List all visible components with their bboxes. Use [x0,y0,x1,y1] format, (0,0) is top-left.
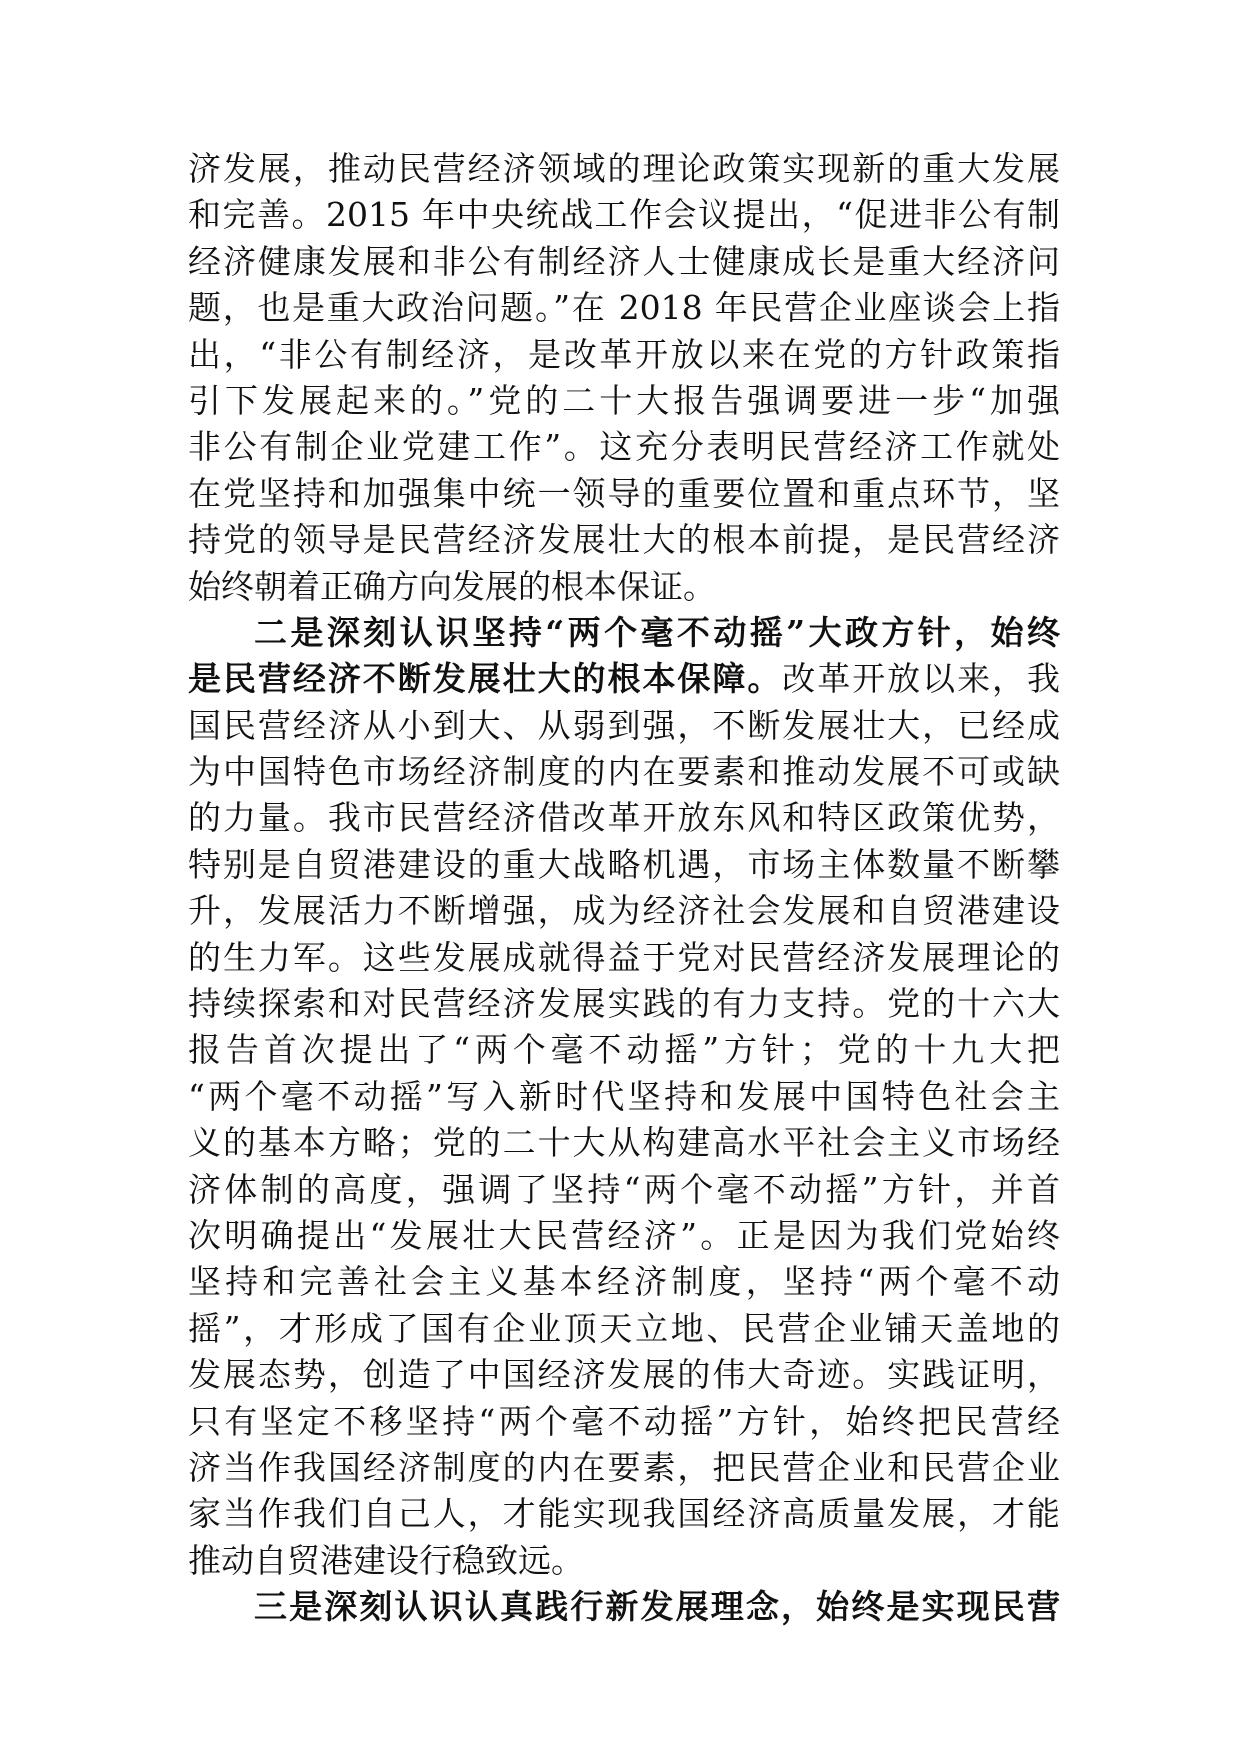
text-line-7: 非公有制企业党建工作”。这充分表明民营经济工作就处 [188,427,1060,467]
text-line-16: 特别是自贸港建设的重大战略机遇，市场主体数量不断攀 [188,844,1060,884]
text-line-26: 摇”，才形成了国有企业顶天立地、民营企业铺天盖地的 [188,1308,1060,1348]
text-line-22: 义的基本方略；党的二十大从构建高水平社会主义市场经 [188,1123,1060,1163]
text-line-24: 次明确提出“发展壮大民营经济”。正是因为我们党始终 [188,1215,1060,1255]
text-line-25: 坚持和完善社会主义基本经济制度，坚持“两个毫不动 [188,1262,1060,1302]
text-line-29: 济当作我国经济制度的内在要素，把民营企业和民营企业 [188,1447,1060,1487]
text-line-10: 始终朝着正确方向发展的根本保证。 [188,566,716,606]
text-line-23: 济体制的高度，强调了坚持“两个毫不动摇”方针，并首 [188,1169,1060,1209]
document-body [188,146,1060,1631]
text-line-21: “两个毫不动摇”写入新时代坚持和发展中国特色社会主 [188,1076,1060,1116]
text-line-30: 家当作我们自己人，才能实现我国经济高质量发展，才能 [188,1494,1060,1534]
section-heading-2: 二是深刻认识坚持“两个毫不动摇”大政方针，始终 [254,612,1060,652]
text-line-28: 只有坚定不移坚持“两个毫不动摇”方针，始终把民营经 [188,1401,1060,1441]
text-line-20: 报告首次提出了“两个毫不动摇”方针；党的十九大把 [188,1030,1060,1070]
text-line-9: 持党的领导是民营经济发展壮大的根本前提，是民营经济 [188,520,1060,560]
text-line-8: 在党坚持和加强集中统一领导的重要位置和重点环节，坚 [188,473,1060,513]
text-line-5: 出，“非公有制经济，是改革开放以来在党的方针政策指 [188,334,1060,374]
text-line-13: 国民营经济从小到大、从弱到强，不断发展壮大，已经成 [188,705,1060,745]
text-line-17: 升，发展活力不断增强，成为经济社会发展和自贸港建设 [188,891,1060,931]
text-line-3: 经济健康发展和非公有制经济人士健康成长是重大经济问 [188,241,1060,281]
text-line-31: 推动自贸港建设行稳致远。 [188,1540,584,1580]
text-line-1: 济发展，推动民营经济领域的理论政策实现新的重大发展 [188,149,1060,188]
text-line-12: 是民营经济不断发展壮大的根本保障。改革开放以来，我 [188,659,1060,699]
text-line-18: 的生力军。这些发展成就得益于党对民营经济发展理论的 [188,937,1060,977]
section-heading-2-continued: 是民营经济不断发展壮大的根本保障。 [188,659,783,699]
text-line-6: 引下发展起来的。”党的二十大报告强调要进一步“加强 [188,380,1060,420]
text-line-27: 发展态势，创造了中国经济发展的伟大奇迹。实践证明， [188,1355,1060,1395]
text-line-19: 持续探索和对民营经济发展实践的有力支持。党的十六大 [188,984,1060,1024]
text-line-14: 为中国特色市场经济制度的内在要素和推动发展不可或缺 [188,752,1060,792]
text-line-15: 的力量。我市民营经济借改革开放东风和特区政策优势， [188,798,1060,838]
section-heading-3: 三是深刻认识认真践行新发展理念，始终是实现民营 [254,1587,1060,1627]
text-line-2: 和完善。2015 年中央统战工作会议提出，“促进非公有制 [188,195,1060,235]
text-line-4: 题，也是重大政治问题。”在 2018 年民营企业座谈会上指 [188,288,1060,328]
